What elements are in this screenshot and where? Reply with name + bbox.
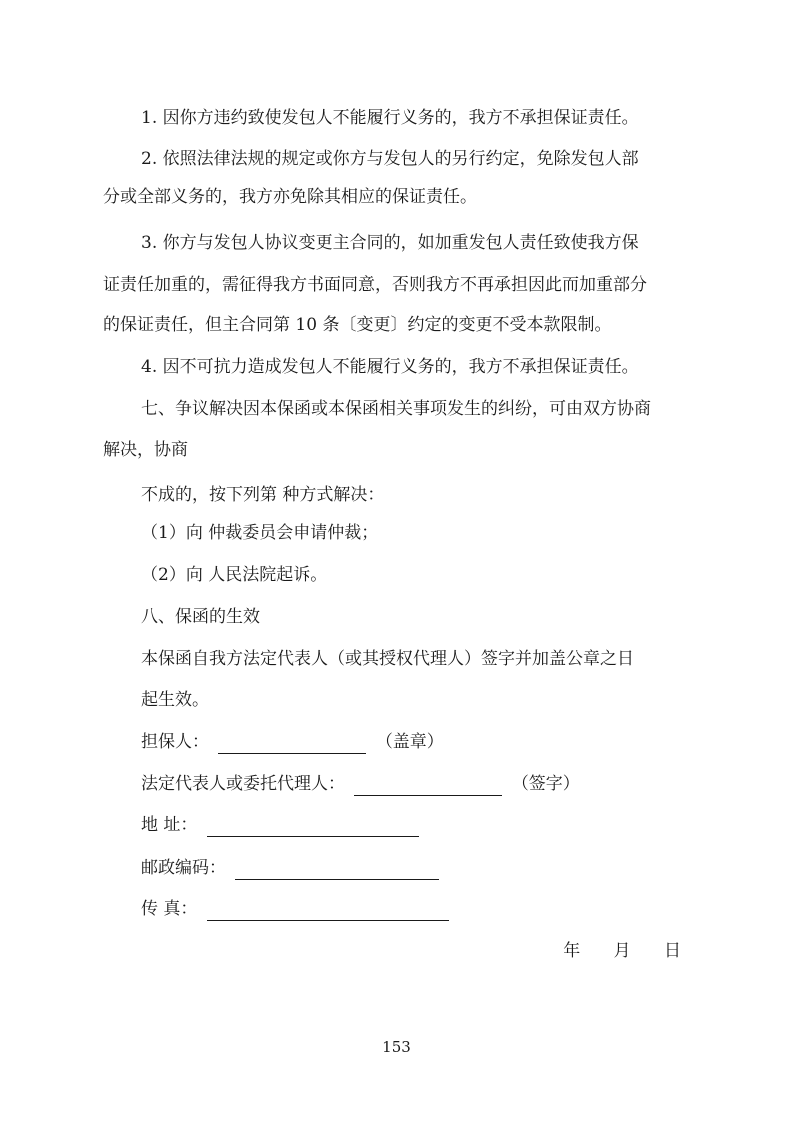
representative-blank[interactable] bbox=[354, 777, 502, 796]
representative-label: 法定代表人或委托代理人： bbox=[141, 774, 345, 794]
fax-label: 传 真： bbox=[141, 899, 198, 919]
address-blank[interactable] bbox=[207, 818, 419, 837]
clause-2-line-1: 2. 依照法律法规的规定或你方与发包人的另行约定，免除发包人部 bbox=[141, 149, 639, 169]
section-8-title: 八、保函的生效 bbox=[141, 607, 260, 627]
postcode-label: 邮政编码： bbox=[141, 858, 226, 878]
address-row bbox=[141, 813, 423, 837]
clause-3-line-2: 证责任加重的，需征得我方书面同意，否则我方不再承担因此而加重部分 bbox=[103, 275, 647, 295]
date-month: 月 bbox=[613, 941, 631, 961]
representative-suffix: （签字） bbox=[511, 774, 580, 794]
postcode-row bbox=[141, 856, 443, 880]
dispute-option-1: （1）向 仲裁委员会申请仲裁； bbox=[141, 523, 379, 543]
address-label: 地 址： bbox=[141, 815, 198, 835]
page-number: 153 bbox=[382, 1038, 411, 1056]
guarantor-blank[interactable] bbox=[218, 735, 366, 754]
fax-row bbox=[141, 897, 453, 921]
section-8-line-2: 起生效。 bbox=[141, 690, 209, 710]
dispute-option-2: （2）向 人民法院起诉。 bbox=[141, 565, 328, 585]
guarantor-suffix: （盖章） bbox=[375, 732, 444, 752]
date-row bbox=[563, 939, 681, 963]
date-year: 年 bbox=[563, 941, 581, 961]
section-8-line-1: 本保函自我方法定代表人（或其授权代理人）签字并加盖公章之日 bbox=[141, 649, 634, 669]
clause-3-line-1: 3. 你方与发包人协议变更主合同的，如加重发包人责任致使我方保 bbox=[141, 233, 639, 253]
date-day: 日 bbox=[664, 941, 681, 961]
guarantor-row bbox=[141, 730, 444, 754]
fax-blank[interactable] bbox=[207, 902, 449, 921]
postcode-blank[interactable] bbox=[235, 861, 439, 880]
clause-2-line-2: 分或全部义务的，我方亦免除其相应的保证责任。 bbox=[103, 187, 477, 207]
clause-3-line-3: 的保证责任，但主合同第 10 条〔变更〕约定的变更不受本款限制。 bbox=[103, 315, 612, 335]
clause-4-line-1: 4. 因不可抗力造成发包人不能履行义务的，我方不承担保证责任。 bbox=[141, 357, 639, 377]
representative-row bbox=[141, 772, 580, 796]
section-7-line-3: 不成的，按下列第 种方式解决： bbox=[141, 485, 385, 505]
clause-1-line-1: 1. 因你方违约致使发包人不能履行义务的，我方不承担保证责任。 bbox=[141, 108, 639, 128]
section-7-line-1: 七、争议解决因本保函或本保函相关事项发生的纠纷，可由双方协商 bbox=[141, 399, 651, 419]
guarantor-label: 担保人： bbox=[141, 732, 209, 752]
section-7-line-2: 解决，协商 bbox=[103, 440, 188, 460]
